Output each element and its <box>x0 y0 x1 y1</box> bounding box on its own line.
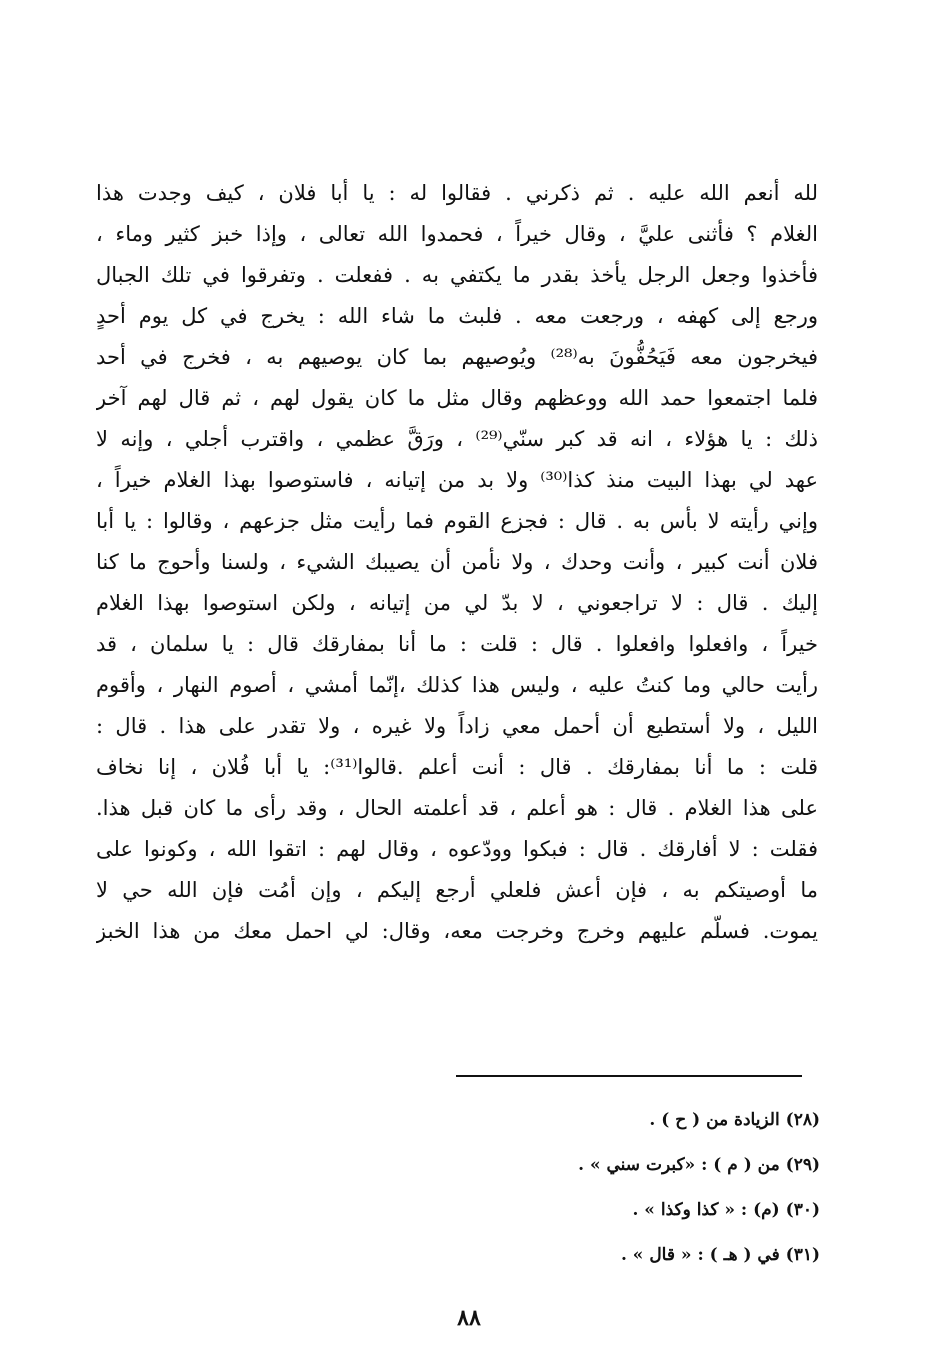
text-line: عهد لي بهذا البيت منذ كذا⁽³⁰⁾ ولا بد من إتيانه ، فاستوصوا بهذا الغلام خيراً ، <box>96 468 818 492</box>
text-line: فلان أنت كبير ، وأنت وحدك ، ولا نأمن أن يصيبك الشيء ، ولسنا وأحوج ما كنا <box>96 550 818 574</box>
text-line: فأخذوا وجعل الرجل يأخذ بقدر ما يكتفي به . ففعلت . وتفرقوا في تلك الجبال <box>96 263 818 287</box>
text-line: رأيت حالي وما كنتُ عليه ، وليس هذا كذلك ،إنّما أمشي ، أصوم النهار ، وأقوم <box>96 673 818 697</box>
text-line: الليل ، ولا أستطيع أن أحمل معي زاداً ولا غيره ، ولا تقدر على هذا . قال : <box>96 714 818 738</box>
text-line: إليك . قال : لا تراجعوني ، لا بدّ لي من إتيانه ، ولكن استوصوا بهذا الغلام <box>96 591 818 615</box>
text-line: الغلام ؟ فأثنى عليَّ ، وقال خيراً ، فحمدوا الله تعالى ، وإذا خبز كثير وماء ، <box>96 222 818 246</box>
footnote: (٣١) في ( هـ ) : « قال » . <box>620 1245 820 1265</box>
footnote-separator <box>456 1075 802 1077</box>
text-line: فقلت : لا أفارقك . قال : فبكوا وودّعوه ، وقال لهم : اتقوا الله ، وكونوا على <box>96 837 818 861</box>
text-line: خيراً ، وافعلوا وافعلوا . قال : قلت : ما أنا بمفارقك قال : يا سلمان ، قد <box>96 632 818 656</box>
main-text <box>96 173 818 952</box>
text-line: ذلك : يا هؤلاء ، انه قد كبر سنّي⁽²⁹⁾ ، ورَقَّ عظمي ، واقترب أجلي ، وإنه لا <box>96 427 818 451</box>
text-line: لله أنعم الله عليه . ثم ذكرني . فقالوا له : يا أبا فلان ، كيف وجدت هذا <box>96 181 818 205</box>
footnote: (٢٩) من ( م ) : «كبرت سني » . <box>578 1155 820 1175</box>
text-line: ورجع إلى كهفه ، ورجعت معه . فلبث ما شاء الله : يخرج في كل يوم أحدٍ <box>96 304 818 328</box>
text-line: فيخرجون معه فَيَحُفُّونَ به⁽²⁸⁾ ويُوصيهم بما كان يوصيهم به ، فخرج في أحد <box>96 345 818 369</box>
page-number: ٨٨ <box>457 1305 481 1331</box>
text-line: يموت. فسلّم عليهم وخرج وخرجت معه، وقال: لي احمل معك من هذا الخبز <box>96 919 818 943</box>
text-line: ما أوصيتكم به ، فإن أعش فلعلي أرجع إليكم ، وإن أمُت فإن الله حي لا <box>96 878 818 902</box>
text-line: قلت : ما أنا بمفارقك . قال : أنت أعلم .قالوا⁽³¹⁾: يا أبا فُلان ، إنا نخاف <box>96 755 818 779</box>
text-line: على هذا الغلام . قال : هو أعلم ، قد أعلمته الحال ، وقد رأى ما كان قبل هذا. <box>96 796 818 820</box>
footnote: (٣٠) (م) : « كذا وكذا » . <box>632 1200 820 1220</box>
text-line: وإني رأيته لا بأس به . قال : فجزع القوم فما رأيت مثل جزعهم ، وقالوا : يا أبا <box>96 509 818 533</box>
footnotes <box>400 1098 820 1278</box>
text-line: فلما اجتمعوا حمد الله ووعظهم وقال مثل ما كان يقول لهم ، ثم قال لهم آخر <box>96 386 818 410</box>
footnote: (٢٨) الزيادة من ( ح ) . <box>649 1110 820 1130</box>
